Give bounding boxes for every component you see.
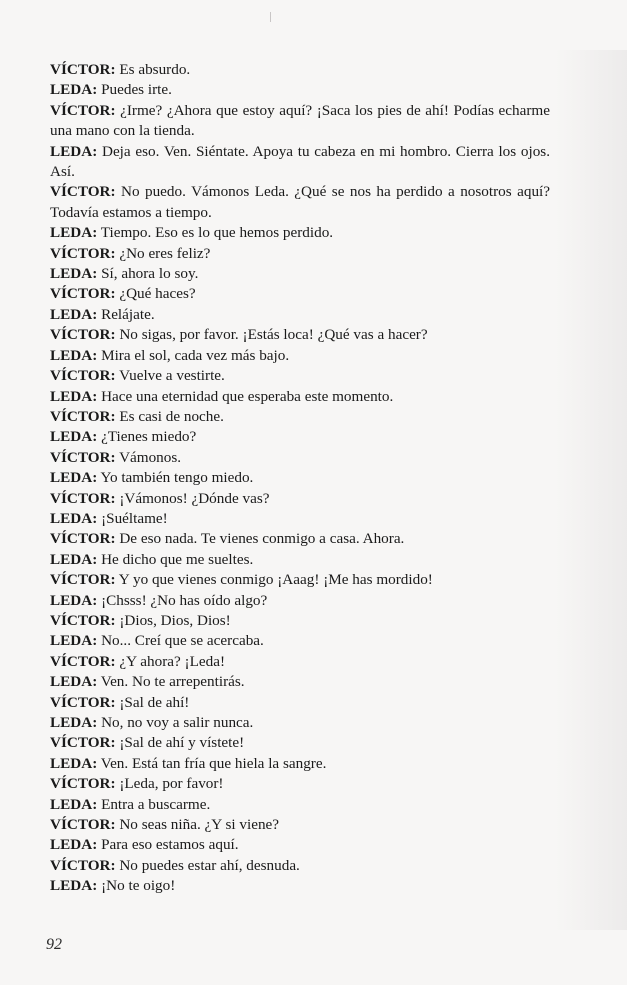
- speaker-name: LEDA: [50, 469, 93, 487]
- dialogue-text: ¡Leda, por favor!: [115, 775, 224, 793]
- dialogue-line: VÍCTOR: No sigas, por favor. ¡Estás loca! ¿Qué vas a hacer?: [50, 326, 428, 344]
- speaker-name: VÍCTOR: [50, 652, 111, 670]
- dialogue-text: He dicho que me sueltes.: [97, 550, 254, 568]
- speaker-name: VÍCTOR: [50, 856, 111, 874]
- speaker-name: LEDA: [50, 632, 93, 650]
- dialogue-text: ¡Suéltame!: [97, 509, 168, 527]
- dialogue-line: VÍCTOR: ¿Qué haces?: [50, 285, 196, 303]
- speaker-name: LEDA: [50, 305, 93, 323]
- dialogue-text: No, no voy a salir nunca.: [97, 714, 254, 731]
- dialogue-line: LEDA: Yo también tengo miedo.: [50, 469, 254, 487]
- dialogue-text: Ven. No te arrepentirás.: [97, 673, 245, 691]
- speaker-name: VÍCTOR: [50, 101, 111, 119]
- speaker-name: LEDA: [50, 346, 93, 364]
- dialogue-line: LEDA: Puedes irte.: [50, 81, 172, 99]
- dialogue-line: LEDA: Sí, ahora lo soy.: [50, 265, 199, 283]
- dialogue-line: LEDA: Entra a buscarme.: [50, 795, 211, 813]
- speaker-name: LEDA: [50, 81, 93, 99]
- dialogue-text: Vuelve a vestirte.: [115, 367, 225, 385]
- dialogue-text: ¿Tienes miedo?: [97, 428, 197, 446]
- dialogue-text: Relájate.: [97, 305, 155, 323]
- speaker-name: VÍCTOR: [50, 367, 111, 385]
- dialogue-line: VÍCTOR: ¿No eres feliz?: [50, 244, 211, 262]
- show-through-shadow: [555, 50, 627, 930]
- speaker-name: VÍCTOR: [50, 693, 111, 711]
- speaker-name: VÍCTOR: [50, 530, 111, 548]
- dialogue-line: LEDA: ¿Tienes miedo?: [50, 428, 197, 446]
- dialogue-line: VÍCTOR: ¡Sal de ahí!: [50, 693, 190, 711]
- speaker-name: LEDA: [50, 754, 93, 772]
- speaker-name: LEDA: [50, 673, 93, 691]
- dialogue-line: LEDA: Relájate.: [50, 305, 155, 323]
- dialogue-line: LEDA: Ven. Está tan fría que hiela la sangre.: [50, 754, 327, 772]
- speaker-name: VÍCTOR: [50, 571, 111, 589]
- dialogue-text: Ven. Está tan fría que hiela la sangre.: [97, 754, 327, 772]
- dialogue-line: VÍCTOR: ¡Leda, por favor!: [50, 775, 224, 793]
- speaker-name: LEDA: [50, 836, 93, 854]
- dialogue-text: No seas niña. ¿Y si viene?: [115, 816, 280, 834]
- dialogue-line: VÍCTOR: Es casi de noche.: [50, 407, 224, 425]
- dialogue-text: Es absurdo.: [115, 61, 191, 78]
- speaker-name: LEDA: [50, 591, 93, 609]
- dialogue-line: VÍCTOR: Vuelve a vestirte.: [50, 367, 225, 385]
- speaker-name: LEDA: [50, 142, 93, 160]
- dialogue-text: No... Creí que se acercaba.: [97, 632, 264, 650]
- dialogue-text: Para eso estamos aquí.: [97, 836, 239, 854]
- dialogue-text: Vámonos.: [115, 448, 182, 466]
- dialogue-text: No puedes estar ahí, desnuda.: [115, 856, 300, 874]
- dialogue-text: ¡Sal de ahí y vístete!: [115, 734, 245, 752]
- speaker-name: VÍCTOR: [50, 448, 111, 466]
- dialogue-line: VÍCTOR: No puedes estar ahí, desnuda.: [50, 856, 300, 874]
- dialogue-line: LEDA: ¡No te oigo!: [50, 877, 176, 895]
- dialogue-line: VÍCTOR: Es absurdo.: [50, 61, 191, 78]
- speaker-name: VÍCTOR: [50, 244, 111, 262]
- dialogue-line: LEDA: No... Creí que se acercaba.: [50, 632, 264, 650]
- dialogue-text: Puedes irte.: [97, 81, 172, 99]
- dialogue-line: VÍCTOR: Vámonos.: [50, 448, 182, 466]
- speaker-name: VÍCTOR: [50, 775, 111, 793]
- speaker-name: LEDA: [50, 877, 93, 895]
- speaker-name: VÍCTOR: [50, 183, 111, 201]
- dialogue-text: ¿Y ahora? ¡Leda!: [115, 652, 226, 670]
- dialogue-line: LEDA: Mira el sol, cada vez más bajo.: [50, 346, 290, 364]
- speaker-name: LEDA: [50, 387, 93, 405]
- dialogue-line: LEDA: Hace una eternidad que esperaba este momento.: [50, 387, 394, 405]
- dialogue-line: VÍCTOR: No seas niña. ¿Y si viene?: [50, 816, 280, 834]
- dialogue-text: ¿Irme? ¿Ahora que estoy aquí? ¡Saca los pies de ahí! Podías echarme una mano con la tienda.: [50, 101, 550, 140]
- dialogue-text: Hace una eternidad que esperaba este momento.: [97, 387, 394, 405]
- dialogue-block: [50, 60, 550, 897]
- dialogue-text: ¿No eres feliz?: [115, 244, 211, 262]
- page-number: 92: [46, 936, 62, 953]
- speaker-name: LEDA: [50, 509, 93, 527]
- dialogue-line: VÍCTOR: ¡Vámonos! ¿Dónde vas?: [50, 489, 270, 507]
- speaker-name: LEDA: [50, 714, 93, 731]
- dialogue-text: ¡No te oigo!: [97, 877, 176, 895]
- speaker-name: VÍCTOR: [50, 61, 111, 78]
- dialogue-line: VÍCTOR: ¿Y ahora? ¡Leda!: [50, 652, 226, 670]
- dialogue-line: LEDA: Deja eso. Ven. Siéntate. Apoya tu cabeza en mi hombro. Cierra los ojos. Así.: [50, 142, 550, 181]
- speaker-name: VÍCTOR: [50, 285, 111, 303]
- dialogue-text: No sigas, por favor. ¡Estás loca! ¿Qué vas a hacer?: [115, 326, 428, 344]
- dialogue-text: Es casi de noche.: [115, 407, 224, 425]
- dialogue-line: LEDA: Para eso estamos aquí.: [50, 836, 239, 854]
- dialogue-line: VÍCTOR: ¿Irme? ¿Ahora que estoy aquí? ¡Saca los pies de ahí! Podías echarme una mano con la tienda.: [50, 101, 550, 140]
- dialogue-line: VÍCTOR: Y yo que vienes conmigo ¡Aaag! ¡Me has mordido!: [50, 571, 433, 589]
- dialogue-text: ¡Sal de ahí!: [115, 693, 190, 711]
- dialogue-text: ¡Dios, Dios, Dios!: [115, 611, 231, 629]
- dialogue-text: De eso nada. Te vienes conmigo a casa. Ahora.: [115, 530, 405, 548]
- dialogue-text: Mira el sol, cada vez más bajo.: [97, 346, 290, 364]
- dialogue-line: LEDA: He dicho que me sueltes.: [50, 550, 254, 568]
- dialogue-line: VÍCTOR: ¡Sal de ahí y vístete!: [50, 734, 245, 752]
- speaker-name: VÍCTOR: [50, 734, 111, 752]
- dialogue-text: No puedo. Vámonos Leda. ¿Qué se nos ha perdido a nosotros aquí? Todavía estamos a tiempo.: [50, 183, 550, 221]
- speaker-name: LEDA: [50, 550, 93, 568]
- dialogue-line: LEDA: Ven. No te arrepentirás.: [50, 673, 245, 691]
- speaker-name: LEDA: [50, 224, 93, 242]
- dialogue-line: LEDA: ¡Suéltame!: [50, 509, 168, 527]
- dialogue-line: VÍCTOR: No puedo. Vámonos Leda. ¿Qué se nos ha perdido a nosotros aquí? Todavía estamos a tiempo.: [50, 183, 550, 221]
- dialogue-text: ¡Vámonos! ¿Dónde vas?: [115, 489, 270, 507]
- dialogue-text: Tiempo. Eso es lo que hemos perdido.: [97, 224, 334, 242]
- dialogue-line: LEDA: No, no voy a salir nunca.: [50, 714, 254, 731]
- dialogue-text: Deja eso. Ven. Siéntate. Apoya tu cabeza en mi hombro. Cierra los ojos. Así.: [50, 142, 550, 181]
- dialogue-text: Entra a buscarme.: [97, 795, 211, 813]
- dialogue-text: Y yo que vienes conmigo ¡Aaag! ¡Me has mordido!: [115, 571, 433, 589]
- speaker-name: VÍCTOR: [50, 326, 111, 344]
- paper-mark: [270, 12, 271, 22]
- dialogue-text: ¿Qué haces?: [115, 285, 196, 303]
- speaker-name: LEDA: [50, 265, 93, 283]
- speaker-name: VÍCTOR: [50, 611, 111, 629]
- dialogue-text: Yo también tengo miedo.: [97, 469, 254, 487]
- dialogue-line: LEDA: Tiempo. Eso es lo que hemos perdido.: [50, 224, 334, 242]
- speaker-name: VÍCTOR: [50, 489, 111, 507]
- dialogue-line: VÍCTOR: ¡Dios, Dios, Dios!: [50, 611, 231, 629]
- speaker-name: VÍCTOR: [50, 816, 111, 834]
- dialogue-text: ¡Chsss! ¿No has oído algo?: [97, 591, 268, 609]
- dialogue-text: Sí, ahora lo soy.: [97, 265, 199, 283]
- dialogue-line: LEDA: ¡Chsss! ¿No has oído algo?: [50, 591, 268, 609]
- dialogue-line: VÍCTOR: De eso nada. Te vienes conmigo a casa. Ahora.: [50, 530, 405, 548]
- speaker-name: LEDA: [50, 795, 93, 813]
- speaker-name: VÍCTOR: [50, 407, 111, 425]
- speaker-name: LEDA: [50, 428, 93, 446]
